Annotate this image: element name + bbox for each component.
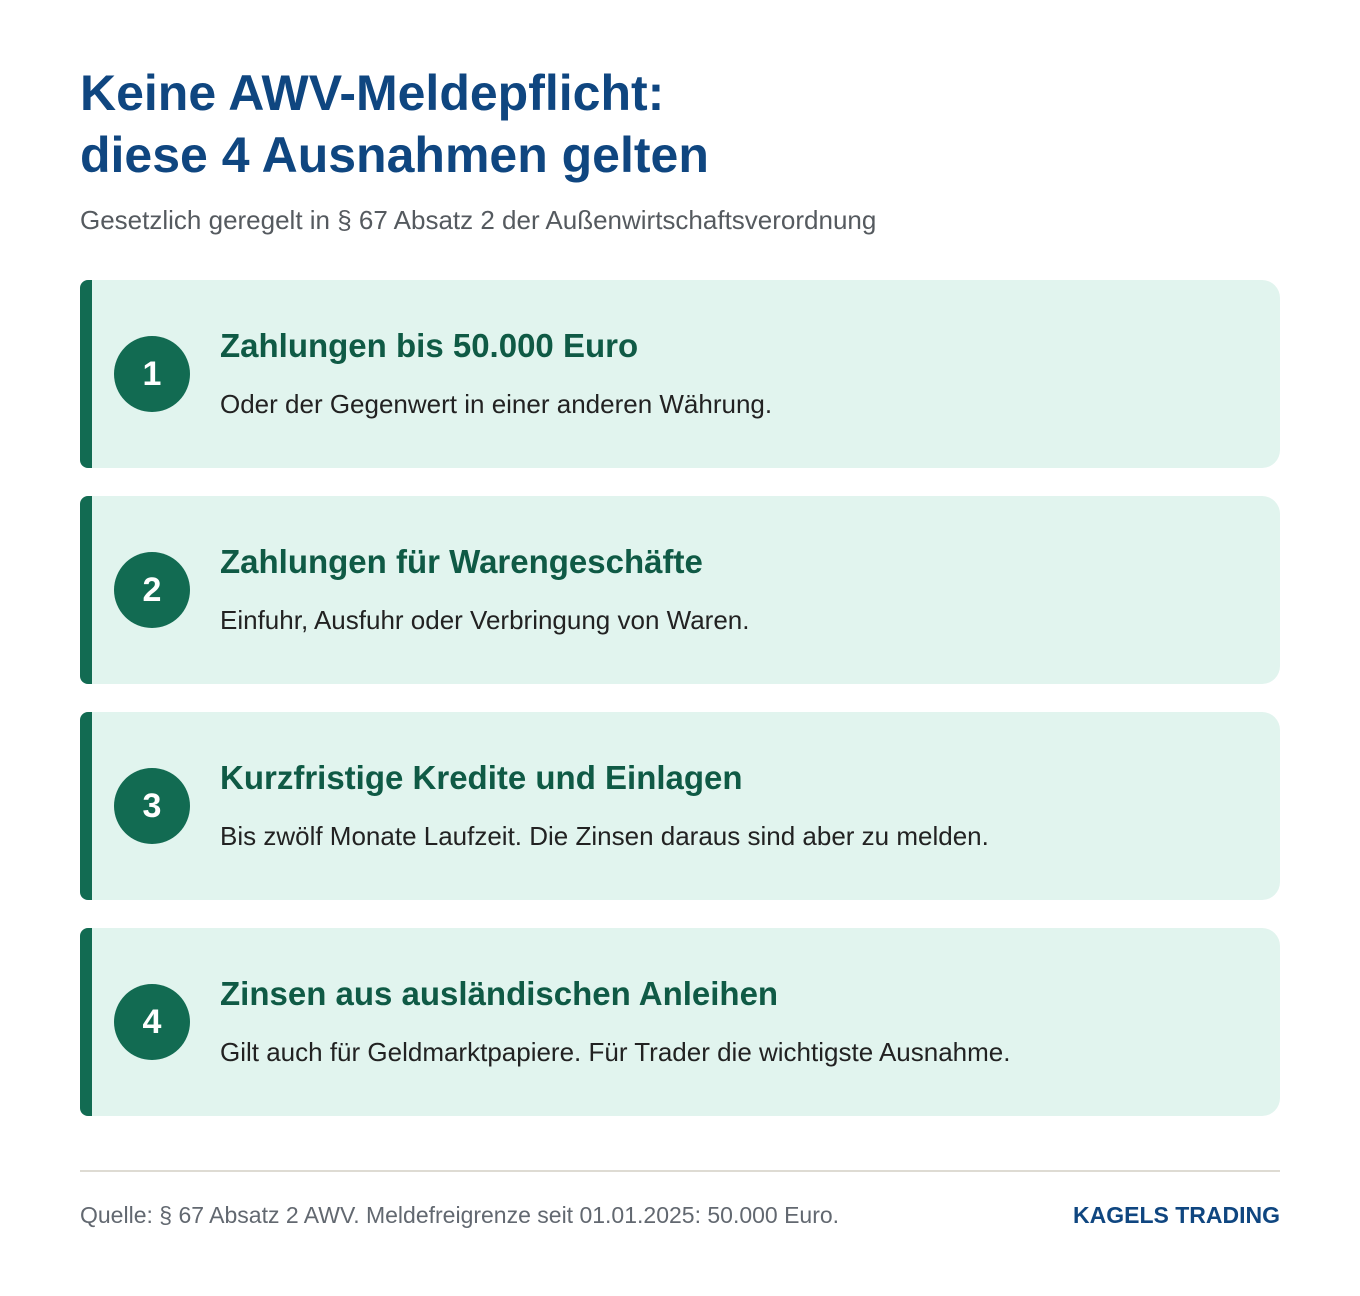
brand-logo-text: KAGELS TRADING — [1073, 1202, 1280, 1228]
exception-card-3 — [80, 712, 1280, 900]
exception-card-2 — [80, 496, 1280, 684]
page-title — [80, 62, 709, 186]
source-note: Quelle: § 67 Absatz 2 AWV. Meldefreigrenze seit 01.01.2025: 50.000 Euro. — [80, 1202, 840, 1228]
page-title-line-1: Keine AWV-Meldepflicht: — [80, 65, 665, 121]
exception-card-4 — [80, 928, 1280, 1116]
exception-description: Oder der Gegenwert in einer anderen Währung. — [220, 389, 773, 419]
page-subtitle: Gesetzlich geregelt in § 67 Absatz 2 der Außenwirtschaftsverordnung — [80, 205, 877, 235]
exception-title: Zahlungen bis 50.000 Euro — [220, 327, 639, 364]
exception-description: Bis zwölf Monate Laufzeit. Die Zinsen daraus sind aber zu melden. — [220, 821, 989, 851]
number-badge: 2 — [114, 552, 190, 628]
number-badge: 4 — [114, 984, 190, 1060]
exception-card-1 — [80, 280, 1280, 468]
exception-description: Gilt auch für Geldmarktpapiere. Für Trader die wichtigste Ausnahme. — [220, 1037, 1011, 1067]
number-badge: 1 — [114, 336, 190, 412]
exception-title: Zahlungen für Warengeschäfte — [220, 543, 703, 580]
page-title-line-2: diese 4 Ausnahmen gelten — [80, 127, 709, 183]
footer-divider — [80, 1170, 1280, 1172]
exception-description: Einfuhr, Ausfuhr oder Verbringung von Waren. — [220, 605, 750, 635]
number-badge: 3 — [114, 768, 190, 844]
exception-title: Zinsen aus ausländischen Anleihen — [220, 975, 779, 1012]
exceptions-list — [80, 280, 1280, 1144]
exception-title: Kurzfristige Kredite und Einlagen — [220, 759, 743, 796]
